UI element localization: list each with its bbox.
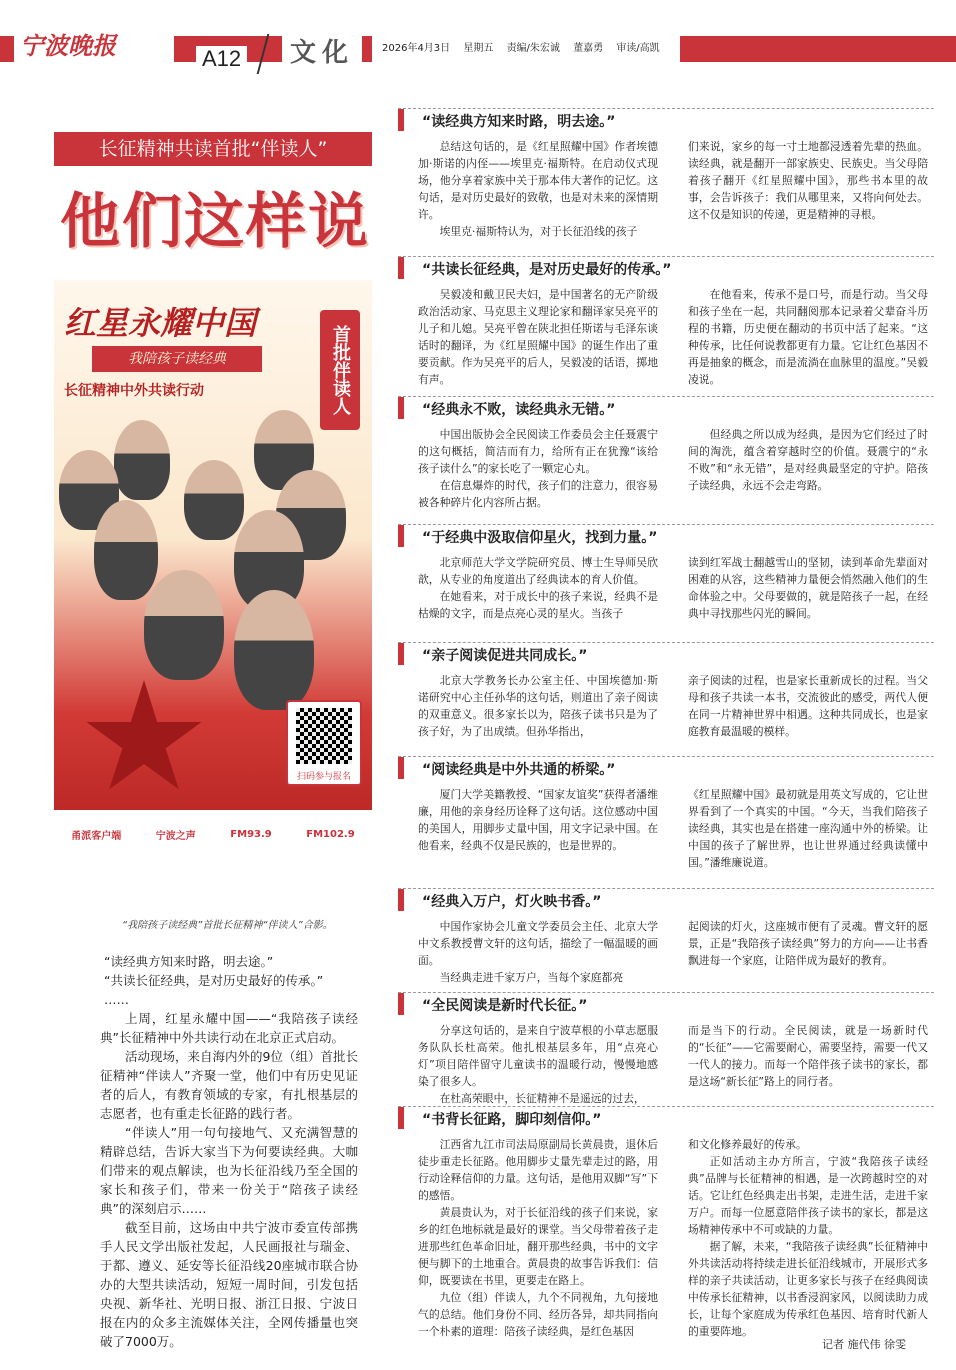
qr-label: 扫码参与报名 xyxy=(296,772,351,782)
paragraph: 和文化修养最好的传承。 xyxy=(688,1138,807,1151)
person-photo xyxy=(94,500,158,600)
paragraph: 但经典之所以成为经典，是因为它们经过了时间的淘洗，蕴含着穿越时空的价值。聂震宁的“永不败”和“永无错”，是对经典最坚定的守护。陪孩子读经典，永远不会走弯路。 xyxy=(688,428,928,492)
text-column xyxy=(418,1136,658,1340)
paragraph: 江西省九江市司法局原副局长黄晨贵，退休后徒步重走长征路。他用脚步丈量先辈走过的路，用行动诠释信仰的力量。这句话，是他用双脚“写”下的感悟。 xyxy=(418,1138,658,1202)
section-heading xyxy=(398,888,934,910)
text-column xyxy=(688,672,928,740)
person-photo xyxy=(114,420,170,500)
person-photo xyxy=(184,460,244,540)
quote-section xyxy=(398,992,934,1106)
section-columns xyxy=(398,1022,934,1107)
sponsor-logo: 宁波之声 xyxy=(155,830,196,842)
red-star-icon xyxy=(84,680,204,800)
paragraph: 读到红军战士翻越雪山的坚韧，读到革命先辈面对困难的从容，这些精神力量便会悄然融入他们的生命体验之中。父母要做的，就是陪孩子一起，在经典中寻找那些闪光的瞬间。 xyxy=(688,556,928,620)
heading-bar xyxy=(398,109,404,131)
section-title: “阅读经典是中外共通的桥梁。” xyxy=(422,759,621,779)
text-column xyxy=(688,1136,928,1340)
paragraph: 们来说，家乡的每一寸土地都浸透着先辈的热血。读经典，就是翻开一部家族史、民族史。当父母陪着孩子翻开《红星照耀中国》，那些书本里的故事，会告诉孩子：我们从哪里来，又将向何处去。这不仅是知识的传递，更是精神的寻根。 xyxy=(688,140,928,221)
paragraph: 厦门大学美籍教授、“国家友谊奖”获得者潘维廉，用他的亲身经历诠释了这句话。这位感动中国的美国人，用脚步丈量中国，用文字记录中国。在他看来，经典不仅是民族的，也是世界的。 xyxy=(418,788,658,852)
section-title: “读经典方知来时路，明去途。” xyxy=(422,111,621,131)
quote-section xyxy=(398,256,934,396)
paragraph: 北京师范大学文学院研究员、博士生导师吴欣歆，从专业的角度道出了经典读本的育人价值。 xyxy=(418,556,658,586)
intro-quote: …… xyxy=(104,992,129,1007)
intro-paragraph: 活动现场，来自海内外的9位（组）首批长征精神“伴读人”齐聚一堂，他们中有历史见证者的后人，有教育领域的专家，有扎根基层的志愿者，也有重走长征路的践行者。 xyxy=(100,1049,358,1121)
text-column xyxy=(418,1022,658,1107)
intro-paragraph: 上周，红星永耀中国——“我陪孩子读经典”长征精神中外共读行动在北京正式启动。 xyxy=(100,1011,358,1045)
section-title: “经典永不败，读经典永无错。” xyxy=(422,399,621,419)
paragraph: 北京大学教务长办公室主任、中国埃德加·斯诺研究中心主任孙华的这句话，则道出了亲子阅读的双重意义。很多家长以为，陪孩子读书只是为了孩子好，为了出成绩。但孙华指出， xyxy=(418,674,658,738)
heading-bar xyxy=(398,1107,404,1129)
section-name: 文化 xyxy=(282,32,362,69)
intro-paragraph: “伴读人”用一句句接地气、又充满智慧的精辟总结，告诉大家当下为何要读经典。大咖们带来的观点解读，也为长征沿线乃至全国的家长和孩子们，带来一份关于“陪孩子读经典”的深刻启示…… xyxy=(100,1125,358,1216)
intro-quote: “读经典方知来时路，明去途。” xyxy=(104,954,274,969)
person-photo xyxy=(144,570,224,680)
text-column xyxy=(688,918,928,986)
text-column xyxy=(688,138,928,240)
paragraph: 亲子阅读的过程，也是家长重新成长的过程。当父母和孩子共读一本书，交流彼此的感受，两代人便在同一片精神世界中相遇。这种共同成长，也是家庭教育最温暖的模样。 xyxy=(688,674,928,738)
section-columns xyxy=(398,786,934,871)
poster-action: 长征精神中外共读行动 xyxy=(64,383,204,399)
paragraph: 起阅读的灯火，这座城市便有了灵魂。曹文轩的愿景，正是“我陪孩子读经典”努力的方向——让书香飘进每一个家庭，让陪伴成为最好的教育。 xyxy=(688,920,928,967)
section-title: “全民阅读是新时代长征。” xyxy=(422,995,593,1015)
section-heading xyxy=(398,108,934,130)
headline: 他们这样说 xyxy=(60,187,370,257)
quote-section xyxy=(398,642,934,756)
quote-section xyxy=(398,396,934,524)
qr-code[interactable] xyxy=(286,700,362,786)
byline: 记者 施代伟 徐雯 xyxy=(822,1338,906,1351)
proofreader: 审读/高凯 xyxy=(616,43,660,54)
text-column xyxy=(688,426,928,511)
section-columns xyxy=(398,554,934,622)
text-column xyxy=(688,286,928,388)
sponsor-logo: FM93.9 xyxy=(230,828,272,840)
text-column xyxy=(418,554,658,622)
quote-section xyxy=(398,888,934,992)
quote-section xyxy=(398,108,934,256)
sponsor-logo: 甬派客户端 xyxy=(71,830,122,842)
section-title: “亲子阅读促进共同成长。” xyxy=(422,645,593,665)
poster-title: 红星永耀中国 xyxy=(64,304,257,342)
paragraph: 当经典走进千家万户，当每个家庭都亮 xyxy=(439,971,624,984)
heading-bar xyxy=(398,397,404,419)
header-meta xyxy=(372,36,680,62)
section-heading xyxy=(398,1106,934,1128)
newspaper-logo: 宁波晚报 xyxy=(14,26,174,66)
section-heading xyxy=(398,256,934,278)
text-column xyxy=(418,918,658,986)
poster-subtitle: 我陪孩子读经典 xyxy=(92,346,262,372)
section-heading xyxy=(398,524,934,546)
section-columns xyxy=(398,918,934,986)
intro-quote: “共读长征经典，是对历史最好的传承。” xyxy=(104,973,324,988)
section-title: “于经典中汲取信仰星火，找到力量。” xyxy=(422,527,663,547)
section-title: “经典入万户，灯火映书香。” xyxy=(422,891,607,911)
poster-badge: 首批伴读人 xyxy=(320,310,360,430)
section-columns xyxy=(398,1136,934,1340)
section-heading xyxy=(398,992,934,1014)
section-title: “书背长征路，脚印刻信仰。” xyxy=(422,1109,607,1129)
section-columns xyxy=(398,672,934,740)
heading-bar xyxy=(398,889,404,911)
text-column xyxy=(418,672,658,740)
section-columns xyxy=(398,286,934,388)
designer: 董嘉勇 xyxy=(573,43,604,54)
paragraph: 在杜高荣眼中，长征精神不是遥远的过去， xyxy=(439,1092,645,1105)
editor: 责编/朱宏诚 xyxy=(506,43,560,54)
qr-code-pattern xyxy=(296,708,352,764)
title-bar: 长征精神共读首批“伴读人” xyxy=(54,132,372,166)
text-column xyxy=(688,786,928,871)
date: 2026年4月3日 xyxy=(382,43,451,54)
quote-section xyxy=(398,524,934,642)
heading-bar xyxy=(398,993,404,1015)
paragraph: 《红星照耀中国》最初就是用英文写成的，它让世界看到了一个真实的中国。“今天，当我们陪孩子读经典，其实也是在搭建一座沟通中外的桥梁。让中国的孩子了解世界，也让世界通过经典读懂中国。”潘维廉说道。 xyxy=(688,788,928,869)
text-column xyxy=(688,554,928,622)
paragraph: 在她看来，对于成长中的孩子来说，经典不是枯燥的文字，而是点亮心灵的星火。当孩子 xyxy=(418,590,658,620)
section-heading xyxy=(398,642,934,664)
paragraph: 据了解，未来，“我陪孩子读经典”长征精神中外共读活动将持续走进长征沿线城市，开展形式多样的亲子共读活动，让更多家长与孩子在经典阅读中传承长征精神，以书香浸润家风，以阅读助力成长，让每个家庭成为传承红色基因、培育时代新人的重要阵地。 xyxy=(688,1240,928,1338)
section-heading xyxy=(398,396,934,418)
group-photo-poster xyxy=(54,280,372,858)
paragraph: 埃里克·福斯特认为，对于长征沿线的孩子 xyxy=(439,225,638,238)
paragraph: 黄晨贵认为，对于长征沿线的孩子们来说，家乡的红色地标就是最好的课堂。当父母带着孩子走进那些红色革命旧址，翻开那些经典，书中的文字便与脚下的土地重合。黄晨贵的故事告诉我们：信仰，既要读在书里，更要走在路上。 xyxy=(418,1206,658,1287)
quotes-column xyxy=(398,108,934,1336)
section-columns xyxy=(398,138,934,240)
quote-section xyxy=(398,756,934,888)
heading-bar xyxy=(398,257,404,279)
intro-body xyxy=(100,952,358,1351)
text-column xyxy=(688,1022,928,1107)
text-column xyxy=(418,286,658,388)
sponsor-logos xyxy=(54,810,372,858)
paragraph: 分享这句话的，是来自宁波草根的小草志愿服务队队长杜高荣。他扎根基层多年，用“点亮心灯”项目陪伴留守儿童读书的温暖行动，慢慢地感染了很多人。 xyxy=(418,1024,658,1088)
weekday: 星期五 xyxy=(463,43,494,54)
person-photo xyxy=(234,590,314,710)
section-columns xyxy=(398,426,934,511)
text-column xyxy=(418,786,658,871)
heading-bar xyxy=(398,757,404,779)
text-column xyxy=(418,426,658,511)
paragraph: 正如活动主办方所言，宁波“我陪孩子读经典”品牌与长征精神的相遇，是一次跨越时空的对话。它让红色经典走出书架，走进生活，走进千家万户。而每一位愿意陪伴孩子读书的家长，都是这场精神传承中不可或缺的力量。 xyxy=(688,1155,928,1236)
heading-bar xyxy=(398,643,404,665)
paragraph: 总结这句话的，是《红星照耀中国》作者埃德加·斯诺的内侄——埃里克·福斯特。在启动仪式现场，他分享着家族中关于那本伟大著作的记忆。这句话，是对历史最好的致敬，也是对未来的深情期许。 xyxy=(418,140,658,221)
heading-bar xyxy=(398,525,404,547)
sponsor-logo: FM102.9 xyxy=(306,828,355,840)
section-heading xyxy=(398,756,934,778)
paragraph: 而是当下的行动。全民阅读，就是一场新时代的“长征”——它需要耐心，需要坚持，需要一代又一代人的接力。而每一个陪伴孩子读书的家长，都是这场“新长征”路上的同行者。 xyxy=(688,1024,928,1088)
page-number: A12 xyxy=(196,46,247,72)
intro-paragraph: 截至目前，这场由中共宁波市委宣传部携手人民文学出版社发起，人民画报社与瑞金、于都、遵义、延安等长征沿线20座城市联合协办的大型共读活动，短短一周时间，引发包括央视、新华社、光明日报、浙江日报、宁波日报在内的众多主流媒体关注，全网传播量也突破了7000万。 xyxy=(100,1220,358,1349)
paragraph: 中国出版协会全民阅读工作委员会主任聂震宁的这句概括，简洁而有力，给所有正在犹豫“该给孩子读什么”的家长吃了一颗定心丸。 xyxy=(418,428,658,475)
left-column xyxy=(54,132,372,858)
photo-caption: “我陪孩子读经典”首批长征精神“伴读人”合影。 xyxy=(122,920,333,931)
paragraph: 中国作家协会儿童文学委员会主任、北京大学中文系教授曹文轩的这句话，描绘了一幅温暖的画面。 xyxy=(418,920,658,967)
paragraph: 吴毅凌和戴卫民夫妇，是中国著名的无产阶级政治活动家、马克思主义理论家和翻译家吴亮平的儿子和儿媳。吴亮平曾在陕北担任斯诺与毛泽东谈话时的翻译，为《红星照耀中国》的诞生作出了重要贡献。作为吴亮平的后人，吴毅凌的话语，掷地有声。 xyxy=(418,288,658,386)
page-header xyxy=(0,0,956,80)
paragraph: 在信息爆炸的时代，孩子们的注意力，很容易被各种碎片化内容所占据。 xyxy=(418,479,658,509)
paragraph: 在他看来，传承不是口号，而是行动。当父母和孩子坐在一起，共同翻阅那本记录着父辈奋斗历程的书籍，历史便在翻动的书页中活了起来。“这种传承，比任何说教都更有力量。它让红色基因不再是抽象的概念，而是流淌在血脉里的温度。”吴毅凌说。 xyxy=(688,288,928,386)
text-column xyxy=(418,138,658,240)
section-title: “共读长征经典，是对历史最好的传承。” xyxy=(422,259,677,279)
quote-section xyxy=(398,1106,934,1336)
paragraph: 九位（组）伴读人，九个不同视角，九句接地气的总结。他们身份不同、经历各异，却共同指向一个朴素的道理：陪孩子读经典，是红色基因 xyxy=(418,1291,658,1338)
